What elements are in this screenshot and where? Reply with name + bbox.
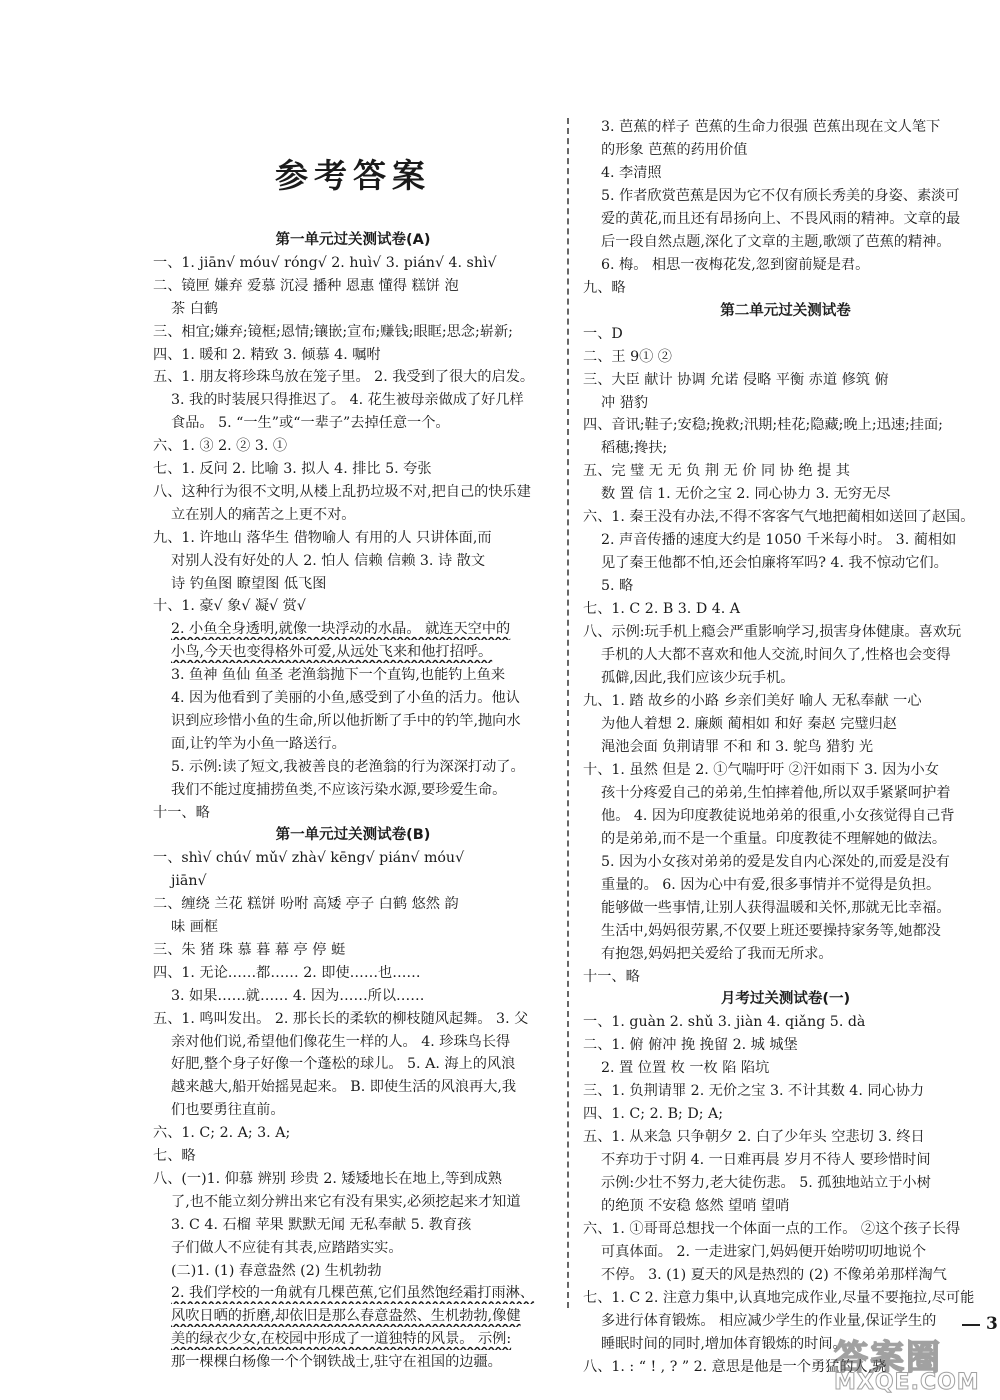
answer-line: 的形象 芭蕉的药用价值 bbox=[601, 141, 748, 158]
answer-line: 四、1. 无论……都…… 2. 即使……也…… bbox=[153, 964, 421, 981]
answer-line: 风吹日晒的折磨,却依旧是那么春意盎然、生机勃勃,像健 bbox=[171, 1308, 521, 1325]
answer-line: 十、1. 豪√ 象√ 凝√ 赏√ bbox=[153, 598, 306, 615]
answer-line: 八、(一)1. 仰慕 辨别 珍贵 2. 矮矮地长在地上,等到成熟 bbox=[153, 1170, 502, 1187]
answer-line: 六、1. ①哥哥总想找一个体面一点的工作。 ②这个孩子长得 bbox=[583, 1221, 961, 1238]
answer-line: 4. 因为他看到了美丽的小鱼,感受到了小鱼的活力。他认 bbox=[171, 690, 520, 706]
answer-line: 们也要勇往直前。 bbox=[171, 1102, 285, 1119]
answer-line: 九、略 bbox=[583, 279, 626, 296]
answer-line: 三、大臣 献计 协调 允诺 侵略 平衡 赤道 修筑 俯 bbox=[583, 371, 889, 388]
answer-line: 重量的。 6. 因为心中有爱,很多事情并不觉得是负担。 bbox=[601, 876, 941, 893]
answer-line: 2. 置 位置 枚 一枚 陷 陷坑 bbox=[601, 1060, 770, 1077]
answer-line: 为他人着想 2. 廉颇 蔺相如 和好 秦赵 完璧归赵 bbox=[601, 715, 897, 732]
answer-line: 识到应珍惜小鱼的生命,所以他折断了手中的钓竿,抛向水 bbox=[171, 712, 521, 729]
answer-line: 三、朱 猪 珠 慕 暮 幕 亭 停 蜓 bbox=[153, 941, 346, 958]
answer-line: 3. 如果……就…… 4. 因为……所以…… bbox=[171, 987, 425, 1004]
answer-line: 二、王 9① ② bbox=[583, 348, 672, 365]
section-heading: 月考过关测试卷(一) bbox=[720, 991, 851, 1008]
answer-line: 七、1. 反问 2. 比喻 3. 拟人 4. 排比 5. 夸张 bbox=[153, 461, 432, 477]
answer-line: 示例:少壮不努力,老大徒伤悲。 5. 孤独地站立于小树 bbox=[601, 1175, 931, 1192]
answer-line: 六、1. C; 2. A; 3. A; bbox=[153, 1125, 291, 1142]
answer-line: 那一棵棵白杨像一个个钢铁战士,驻守在祖国的边疆。 bbox=[171, 1354, 502, 1371]
answer-line: 好肥,整个身子好像一个蓬松的球儿。 5. A. 海上的风浪 bbox=[171, 1056, 516, 1073]
answer-line: 二、镜匣 嫌弃 爱慕 沉浸 播种 恩惠 懂得 糕饼 泡 bbox=[153, 277, 459, 294]
answer-line: 七、1. C 2. B 3. D 4. A bbox=[583, 601, 740, 618]
answer-line: 八、这种行为很不文明,从楼上乱扔垃圾不对,把自己的快乐建 bbox=[153, 483, 531, 500]
answer-line: 的是弟弟,而不是一个重量。印度教徒不理解她的做法。 bbox=[601, 830, 947, 847]
answer-line: 了,也不能立刻分辨出来它有没有果实,必须挖起来才知道 bbox=[171, 1193, 521, 1210]
answer-line: 五、完 璧 无 无 负 荆 无 价 同 协 绝 提 其 bbox=[583, 463, 850, 480]
page-title: 参考答案 bbox=[275, 156, 431, 195]
answer-line: 多进行体育锻炼。 相应减少学生的作业量,保证学生的 bbox=[601, 1312, 937, 1329]
answer-line: 孩十分疼爱自己的弟弟,生怕摔着他,所以双手紧紧呵护着 bbox=[601, 784, 951, 801]
answer-line: 见了秦王他都不怕,还会怕廉将军吗? 4. 我不惊动它们。 bbox=[601, 555, 948, 572]
answer-line: 生活中,妈妈很劳累,不仅要上班还要操持家务等,她都没 bbox=[601, 922, 941, 939]
answer-line: 睡眠时间的同时,增加体育锻炼的时间。 bbox=[601, 1335, 847, 1352]
answer-line: 的绝顶 不安稳 悠然 望哨 望哨 bbox=[601, 1198, 790, 1215]
answer-line: 五、1. 鸣叫发出。 2. 那长长的柔软的柳枝随风起舞。 3. 父 bbox=[153, 1010, 529, 1027]
answer-line: 小鸟,今天也变得格外可爱,从远处飞来和他打招呼。 bbox=[171, 644, 493, 661]
answer-line: 3. C 4. 石榴 苹果 默默无闻 无私奉献 5. 教育孩 bbox=[171, 1216, 472, 1233]
answer-line: 一、1. guàn 2. shǔ 3. jiàn 4. qiǎng 5. dà bbox=[583, 1014, 866, 1031]
answer-line: (二)1. (1) 春意盎然 (2) 生机勃勃 bbox=[171, 1262, 382, 1279]
answer-line: 有抱怨,妈妈把关爱给了我而无所求。 bbox=[601, 945, 833, 962]
answer-line: 对别人没有好处的人 2. 怕人 信赖 信赖 3. 诗 散文 bbox=[171, 552, 486, 569]
answer-line: 5. 作者欣赏芭蕉是因为它不仅有颀长秀美的身姿、素淡可 bbox=[601, 187, 960, 204]
watermark-bottom: MXQE.COM bbox=[834, 1370, 980, 1395]
answer-line: 2. 我们学校的一角就有几棵芭蕉,它们虽然饱经霜打雨淋、 bbox=[171, 1285, 535, 1302]
answer-line: 八、1. : “ ! , ? ” 2. 意思是他是一个勇猛的人,骁 bbox=[583, 1358, 887, 1375]
answer-line: 五、1. 从来急 只争朝夕 2. 白了少年头 空悲切 3. 终日 bbox=[583, 1129, 925, 1146]
answer-line: 稻穗;搀扶; bbox=[601, 440, 668, 457]
answer-line: 九、1. 许地山 落华生 借物喻人 有用的人 只讲体面,而 bbox=[153, 529, 492, 546]
answer-line: 八、示例:玩手机上瘾会严重影响学习,损害身体健康。喜欢玩 bbox=[583, 624, 962, 641]
answer-line: 手机的人大都不喜欢和他人交流,时间久了,性格也会变得 bbox=[601, 647, 951, 664]
answer-line: 我们不能过度捕捞鱼类,不应该污染水源,要珍爱生命。 bbox=[171, 781, 507, 798]
answer-line: 二、缠绕 兰花 糕饼 吩咐 高矮 亭子 白鹤 悠然 韵 bbox=[153, 896, 459, 913]
answer-line: 六、1. 秦王没有办法,不得不客客气气地把蔺相如送回了赵国。 bbox=[583, 509, 975, 526]
answer-line: 渑池会面 负荆请罪 不和 和 3. 鸵鸟 猎豹 光 bbox=[601, 738, 874, 755]
answer-line: 爱的黄花,而且还有昂扬向上、不畏风雨的精神。文章的最 bbox=[601, 210, 961, 227]
section-heading: 第一单元过关测试卷(A) bbox=[275, 232, 431, 248]
column-divider bbox=[567, 118, 569, 1308]
answer-line: 不停。 3. (1) 夏天的风是热烈的 (2) 不像弟弟那样淘气 bbox=[601, 1267, 947, 1283]
answer-line: 六、1. ③ 2. ② 3. ① bbox=[153, 438, 288, 455]
answer-line: 十一、略 bbox=[153, 804, 210, 821]
page-number-text: 3 bbox=[986, 1314, 998, 1334]
watermark-logo bbox=[826, 1330, 996, 1396]
answer-line: 七、1. C 2. 注意力集中,认真地完成作业,尽量不要拖拉,尽可能 bbox=[583, 1289, 975, 1306]
answer-line: 十一、略 bbox=[583, 968, 640, 985]
answer-line: 5. 因为小女孩对弟弟的爱是发自内心深处的,而爱是没有 bbox=[601, 853, 950, 870]
answer-line: 三、相宜;嫌弃;镜框;恩情;镶嵌;宣布;赚钱;眼眶;思念;崭新; bbox=[153, 323, 513, 340]
answer-line: 2. 声音传播的速度大约是 1050 千米每小时。 3. 蔺相如 bbox=[601, 532, 957, 549]
answer-line: 诗 钓鱼图 瞭望图 低飞图 bbox=[171, 575, 327, 592]
answer-line: 面,让钓竿为小鱼一路送行。 bbox=[171, 735, 346, 752]
answer-line: 十、1. 虽然 但是 2. ①气喘吁吁 ②汗如雨下 3. 因为小女 bbox=[583, 761, 939, 778]
answer-line: 5. 示例:读了短文,我被善良的老渔翁的行为深深打动了。 bbox=[171, 758, 525, 775]
answer-line: 3. 鱼神 鱼仙 鱼圣 老渔翁抛下一个直钩,也能钓上鱼来 bbox=[171, 667, 506, 684]
answer-line: 数 置 信 1. 无价之宝 2. 同心协力 3. 无穷无尽 bbox=[601, 486, 891, 503]
answer-line: 2. 小鱼全身透明,就像一块浮动的水晶。 就连天空中的 bbox=[171, 621, 511, 638]
answer-line: 美的绿衣少女,在校园中形成了一道独特的风景。 示例: bbox=[171, 1331, 512, 1348]
answer-line: 他。 4. 因为印度教徒说地弟弟的很重,小女孩觉得自己背 bbox=[601, 807, 955, 824]
answer-line: 七、略 bbox=[153, 1148, 196, 1164]
answer-line: jiān√ bbox=[171, 873, 207, 890]
answer-line: 冲 猎豹 bbox=[601, 394, 649, 411]
answer-line: 4. 李清照 bbox=[601, 164, 662, 181]
answer-line: 五、1. 朋友将珍珠鸟放在笼子里。 2. 我受到了很大的启发。 bbox=[153, 369, 535, 386]
section-heading: 第一单元过关测试卷(B) bbox=[275, 827, 431, 844]
answer-line: 四、1. 暖和 2. 精致 3. 倾慕 4. 嘱咐 bbox=[153, 346, 381, 363]
answer-line: 3. 我的时装展只得推迟了。 4. 花生被母亲做成了好几样 bbox=[171, 392, 524, 409]
answer-line: 一、D bbox=[583, 325, 623, 342]
watermark-top: 答案圈 bbox=[834, 1338, 942, 1378]
answer-line: 不弃功于寸阴 4. 一日难再晨 岁月不待人 要珍惜时间 bbox=[601, 1152, 931, 1169]
answer-line: 后一段自然点题,深化了文章的主题,歌颂了芭蕉的精神。 bbox=[601, 233, 951, 250]
answer-line: 5. 略 bbox=[601, 578, 634, 595]
answer-line: 可真体面。 2. 一走进家门,妈妈便开始唠叨叨地说个 bbox=[601, 1244, 927, 1261]
answer-line: 食品。 5. “一生”或“一辈子”去掉任意一个。 bbox=[171, 415, 450, 432]
answer-line: 四、音讯;鞋子;安稳;挽救;汛期;桂花;隐藏;晚上;迅速;挂面; bbox=[583, 417, 943, 434]
answer-line: 茶 白鹤 bbox=[171, 300, 219, 317]
answer-line: 四、1. C; 2. B; D; A; bbox=[583, 1106, 724, 1123]
answer-line: 味 画框 bbox=[171, 919, 219, 935]
answer-line: 6. 梅。 相思一夜梅花发,忽到窗前疑是君。 bbox=[601, 256, 870, 273]
answer-line: 九、1. 踏 故乡的小路 乡亲们美好 喻人 无私奉献 一心 bbox=[583, 693, 922, 709]
answer-line: 子们做人不应徒有其表,应踏踏实实。 bbox=[171, 1239, 403, 1256]
answer-line: 孤僻,因此,我们应该少玩手机。 bbox=[601, 670, 795, 687]
answer-line: 3. 芭蕉的样子 芭蕉的生命力很强 芭蕉出现在文人笔下 bbox=[601, 119, 941, 135]
answer-line: 亲对他们说,希望他们像花生一样的人。 4. 珍珠鸟长得 bbox=[171, 1033, 511, 1050]
answer-line: 立在别人的痛苦之上更不对。 bbox=[171, 506, 356, 523]
answer-line: 越来越大,船开始摇晃起来。 B. 即使生活的风浪再大,我 bbox=[171, 1079, 517, 1096]
answer-line: 能够做一些事情,让别人获得温暖和关怀,那就无比幸福。 bbox=[601, 899, 951, 916]
answer-line: 一、1. jiān√ móu√ róng√ 2. huì√ 3. pián√ 4. shì√ bbox=[153, 254, 497, 271]
answer-line: 一、shì√ chú√ mǔ√ zhà√ kēng√ pián√ móu√ bbox=[153, 850, 465, 867]
answer-line: 三、1. 负荆请罪 2. 无价之宝 3. 不计其数 4. 同心协力 bbox=[583, 1083, 925, 1100]
answer-line: 二、1. 俯 俯冲 挽 挽留 2. 城 城堡 bbox=[583, 1037, 798, 1054]
section-heading: 第二单元过关测试卷 bbox=[720, 302, 851, 319]
